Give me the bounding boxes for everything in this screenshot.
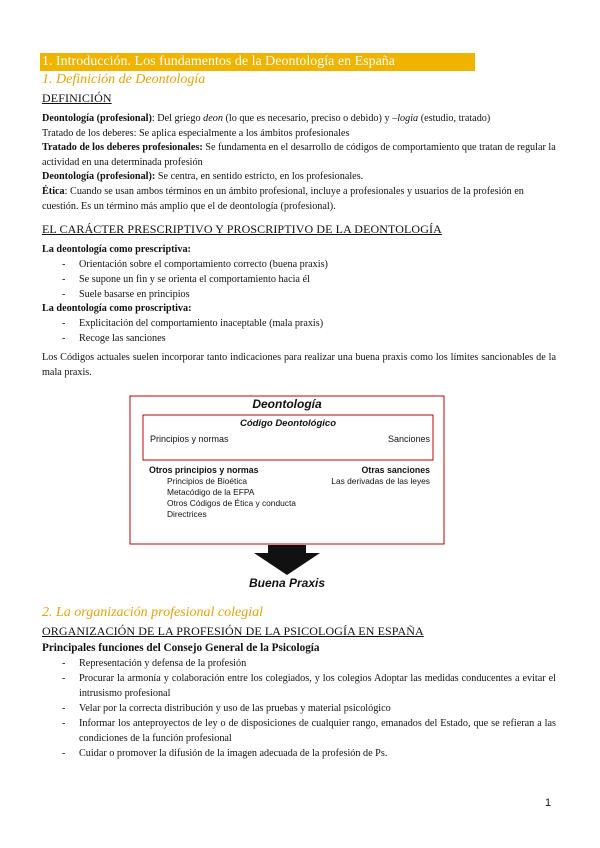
subsection-title-organizacion: 2. La organización profesional colegial [42, 605, 264, 620]
page-number: 1 [545, 797, 552, 809]
list-item: Procurar la armonía y colaboración entre los colegiados, y los colegios Adoptar las medidas conducentes a evitar el intrusismo profesional [79, 673, 556, 699]
term-tratado: Tratado de los deberes profesionales: [42, 142, 203, 154]
label-prescriptiva: La deontología como prescriptiva: [42, 244, 191, 255]
list-dash: - [62, 718, 66, 729]
list-item: Informar los anteproyectos de ley o de disposiciones de cualquier rango, emanados del Estado, que se refieran a las condiciones de la función profesional [79, 718, 556, 744]
principios-label: Principios y normas [150, 434, 229, 444]
document-page: 1. Introducción. Los fundamentos de la Deontología en España 1. Definición de Deontología DEFINICIÓN Deontología (profesional): Del griego deon (lo que es necesario, preciso o debido) y –logia (estudio, tratado) Tratado de los deberes: Se aplica especialmente a los ámbitos profesionales Tratado de los deberes profesionales: Se fundamenta en el desarrollo de códigos de comportamiento que tratan de regular la actividad en una determinada profesión Deontología (profesional): Se centra, en sentido estricto, en los profesionales. Ética: Cuando se usan ambos términos en un ámbito profesional, incluye a profesionales y usuarios de la profesión en cuestión. Es un término más amplio que el de deontología (profesional). EL CARÁCTER PRESCRIPTIVO Y PROSCRIPTIVO DE LA DEONTOLOGÍA La deontología como prescriptiva: - Orientación sobre el comportamiento correcto (buena praxis) - Se supone un fin y se orienta el comportamiento hacia él - Suele basarse en principios La deontología como proscriptiva: - Explicitación del comportamiento inaceptable (mala praxis) - Recoge las sanciones Los Códigos actuales suelen incorporar tanto indicaciones para realizar una buena praxis como los límites sancionables de la mala praxis. Deontología Código Deontológico Principios y normas Sanciones Otros principios y normas Principios de Bioética Metacódigo de la EFPA Otros Códigos de Ética y conducta Directrices Otras sanciones Las derivadas de las leyes Buena Praxis 2. La organización profesional colegial ORGANIZACIÓN DE LA PROFESIÓN DE LA PSICOLOGÍA EN ESPAÑA Principales funciones del Consejo General de la Psicología - Representación y defensa de la profesión - Procurar la armonía y colaboración entre los colegiados, y los colegios Adoptar las medidas conducentes a evitar el intrusismo profesional - Velar por la correcta distribución y uso de las pruebas y material psicológico - Informar los anteproyectos de ley o de disposiciones de cualquier rango, emanados del Estado, que se refieran a las condiciones de la función profesional - Cuidar o promover la difusión de la imagen adecuada de la profesión de Ps. 1 [0, 0, 600, 848]
heading-definicion: DEFINICIÓN [42, 91, 112, 105]
otras-sanciones-item: Las derivadas de las leyes [331, 476, 430, 486]
codigo-label: Código Deontológico [239, 418, 337, 429]
heading-organizacion: ORGANIZACIÓN DE LA PROFESIÓN DE LA PSICOLOGÍA EN ESPAÑA [42, 624, 424, 638]
buena-praxis-label: Buena Praxis [248, 576, 326, 590]
down-arrow-icon [254, 545, 320, 575]
diagram-title: Deontología [252, 397, 322, 411]
otros-principios-list: Principios de Bioética Metacódigo de la EFPA Otros Códigos de Ética y conducta Directrices [167, 476, 296, 519]
sanciones-label: Sanciones [387, 434, 430, 444]
label-proscriptiva: La deontología como proscriptiva: [42, 303, 192, 314]
codigos-paragraph: Los Códigos actuales suelen incorporar tanto indicaciones para realizar una buena praxis como los límites sancionables de la mala praxis. [42, 352, 556, 378]
funciones-heading: Principales funciones del Consejo General de la Psicología [42, 642, 320, 654]
subsection-title-definicion: 1. Definición de Deontología [42, 72, 206, 87]
section-title: 1. Introducción. Los fundamentos de la Deontología en España [40, 53, 475, 71]
term-deontologia-2: Deontología (profesional): [42, 171, 156, 183]
definition-line-2: Tratado de los deberes: Se aplica especialmente a los ámbitos profesionales [42, 127, 350, 139]
heading-caracter: EL CARÁCTER PRESCRIPTIVO Y PROSCRIPTIVO DE LA DEONTOLOGÍA [42, 222, 442, 236]
list-dash: - [62, 673, 66, 684]
otras-sanciones-label: Otras sanciones [361, 465, 430, 475]
definition-paragraph-1: Deontología (profesional): Del griego deon (lo que es necesario, preciso o debido) y –logia (estudio, tratado) Tratado de los deberes: Se aplica especialmente a los ámbitos profesionales Tratado de los deberes profesionales: Se fundamenta en el desarrollo de códigos de comportamiento que tratan de regular la actividad en una determinada profesión Deontología (profesional): Se centra, en sentido estricto, en los profesionales. Ética: Cuando se usan ambos términos en un ámbito profesional, incluye a profesionales y usuarios de la profesión en cuestión. Es un término más amplio que el de deontología (profesional). [42, 113, 556, 212]
term-etica: Ética [42, 185, 65, 197]
otros-principios-label: Otros principios y normas [149, 465, 259, 475]
term-deontologia: Deontología (profesional) [42, 113, 152, 124]
